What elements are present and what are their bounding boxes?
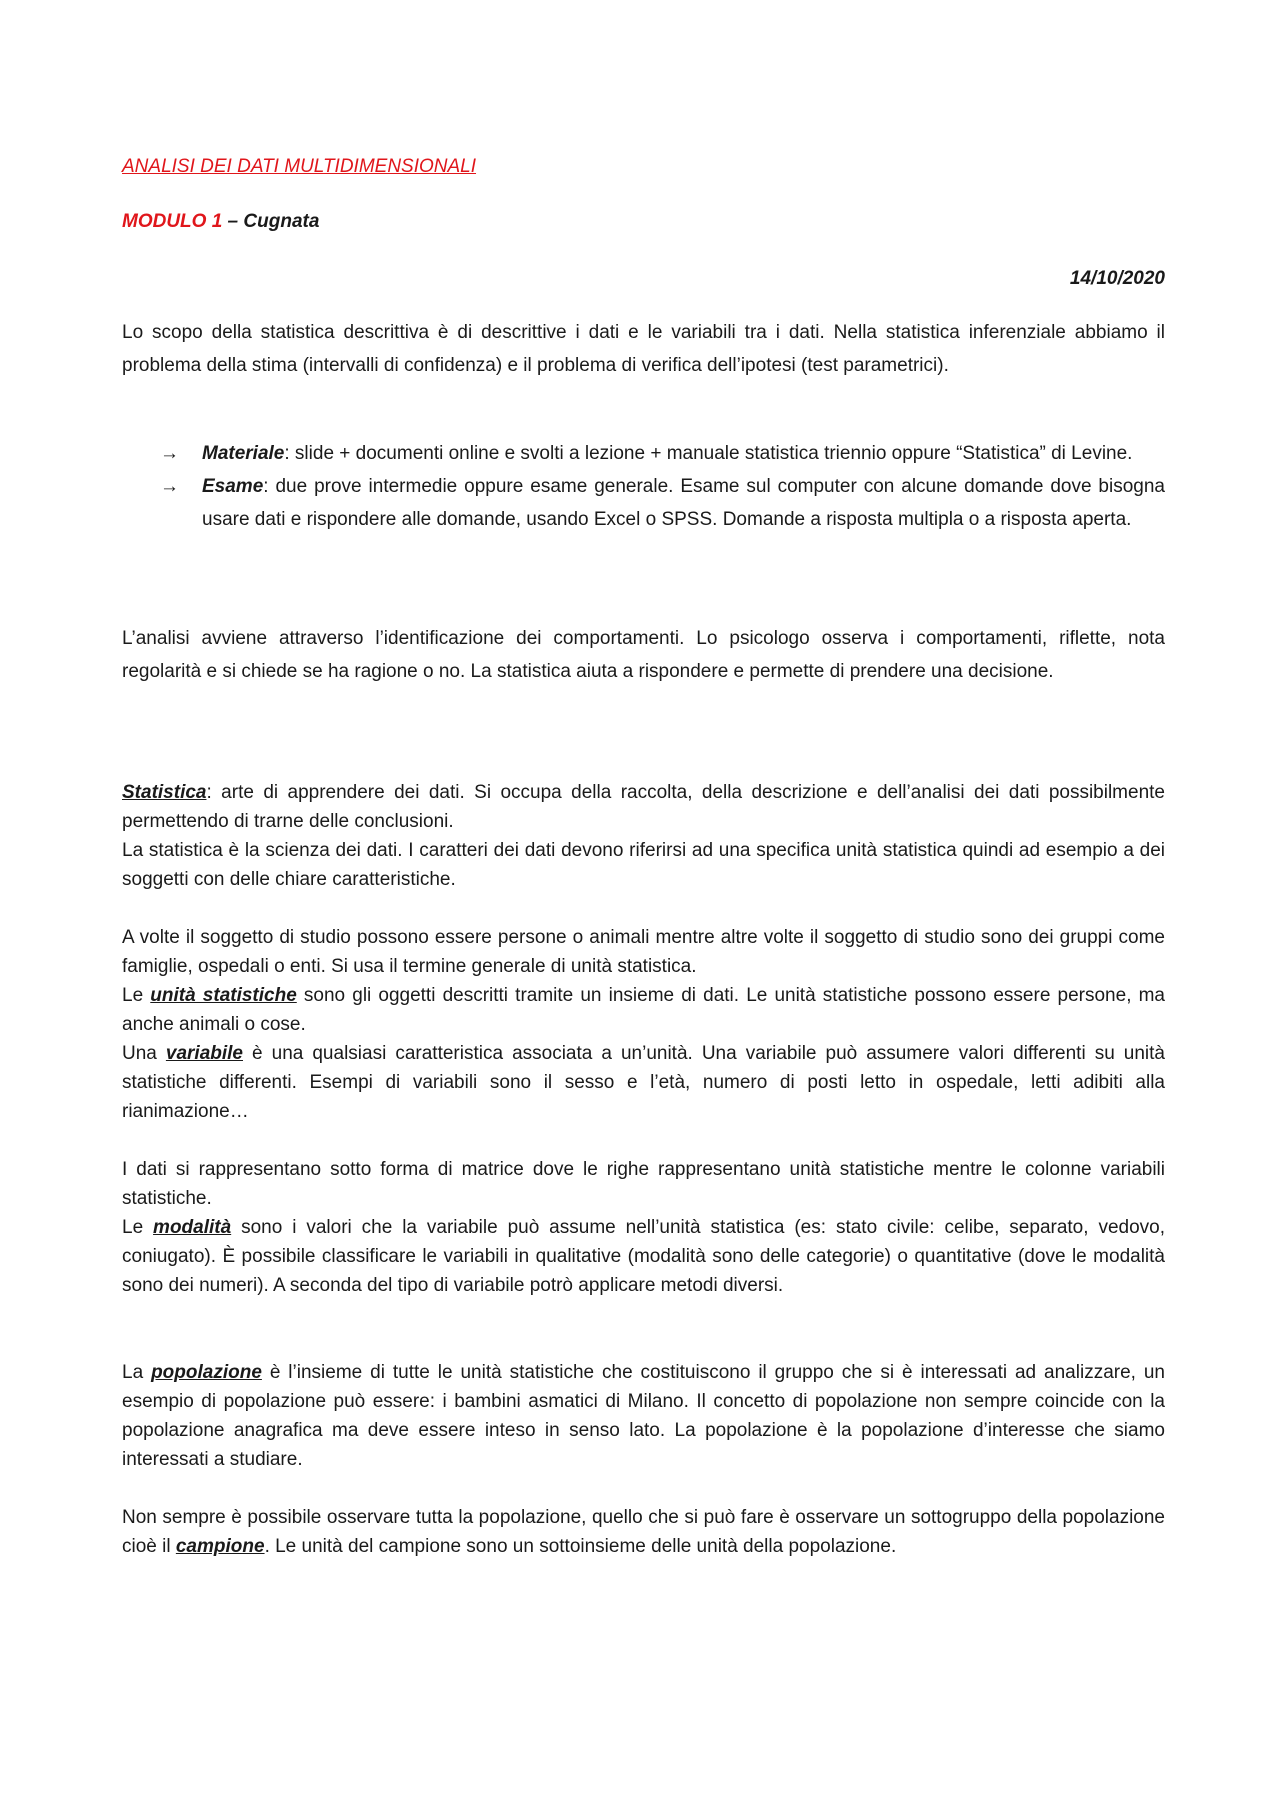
unita-post: sono gli oggetti descritti tramite un insieme di dati. Le unità statistiche possono essere persone, ma anche animali o cose. <box>122 985 1165 1035</box>
statistica-paragraph-2: La statistica è la scienza dei dati. I caratteri dei dati devono riferirsi ad una specifica unità statistica quindi ad esempio a dei soggetti con delle chiare caratteristiche. <box>122 840 1165 890</box>
variabile-post: è una qualsiasi caratteristica associata a un’unità. Una variabile può assumere valori differenti su unità statistiche differenti. Esempi di variabili sono il sesso e l’età, numero di posti letto in ospedale, letti adibiti alla rianimazione… <box>122 1043 1165 1122</box>
modalita-paragraph <box>122 1213 1165 1300</box>
variabile-pre: Una <box>122 1043 166 1064</box>
campione-paragraph <box>122 1503 1165 1561</box>
popolazione-term: popolazione <box>151 1362 262 1383</box>
popolazione-pre: La <box>122 1362 152 1383</box>
unita-pre: Le <box>122 985 151 1006</box>
module-heading <box>122 211 319 233</box>
statistica-term: Statistica <box>122 782 207 803</box>
unita-paragraph <box>122 981 1165 1039</box>
soggetto-paragraph: A volte il soggetto di studio possono essere persone o animali mentre altre volte il soggetto di studio sono dei gruppi come famiglie, ospedali o enti. Si usa il termine generale di unità statistica. <box>122 927 1165 977</box>
info-list <box>160 437 1165 536</box>
document-date: 14/10/2020 <box>1069 268 1165 289</box>
statistica-text: : arte di apprendere dei dati. Si occupa della raccolta, della descrizione e dell’analisi dei dati possibilmente permettendo di trarne delle conclusioni. <box>122 782 1165 832</box>
module-dash: – <box>222 211 244 232</box>
list-item-text: : slide + documenti online e svolti a lezione + manuale statistica triennio oppure “Statistica” di Levine. <box>284 443 1133 464</box>
campione-post: . Le unità del campione sono un sottoinsieme delle unità della popolazione. <box>264 1536 897 1557</box>
list-item-term: Esame <box>202 476 264 497</box>
list-item-term: Materiale <box>202 443 285 464</box>
arrow-icon: → <box>160 476 179 497</box>
popolazione-paragraph <box>122 1358 1165 1474</box>
modalita-pre: Le <box>122 1217 154 1238</box>
module-author: Cugnata <box>243 211 320 232</box>
popolazione-post: è l’insieme di tutte le unità statistiche che costituiscono il gruppo che si è interessati ad analizzare, un esempio di popolazione può essere: i bambini asmatici di Milano. Il concetto di popolazione non sempre coincide con la popolazione anagrafica ma deve essere inteso in senso lato. La popolazione è la popolazione d’interesse che siamo interessati a studiare. <box>122 1362 1165 1470</box>
variabile-paragraph <box>122 1039 1165 1126</box>
variabile-term: variabile <box>165 1043 243 1064</box>
campione-term: campione <box>175 1536 265 1557</box>
modalita-post: sono i valori che la variabile può assume nell’unità statistica (es: stato civile: celibe, separato, vedovo, coniugato). È possibile classificare le variabili in qualitative (modalità sono delle categorie) o quantitative (dove le modalità sono dei numeri). A seconda del tipo di variabile potrò applicare metodi diversi. <box>122 1217 1165 1296</box>
analisi-paragraph: L’analisi avviene attraverso l’identificazione dei comportamenti. Lo psicologo osserva i comportamenti, riflette, nota regolarità e si chiede se ha ragione o no. La statistica aiuta a rispondere e permette di prendere una decisione. <box>122 628 1165 682</box>
module-label: MODULO 1 <box>122 211 223 232</box>
matrice-paragraph: I dati si rappresentano sotto forma di matrice dove le righe rappresentano unità statistiche mentre le colonne variabili statistiche. <box>122 1159 1165 1209</box>
list-item-text: : due prove intermedie oppure esame generale. Esame sul computer con alcune domande dove bisogna usare dati e rispondere alle domande, usando Excel o SPSS. Domande a risposta multipla o a risposta aperta. <box>202 476 1165 530</box>
modalita-term: modalità <box>153 1217 232 1238</box>
intro-paragraph: Lo scopo della statistica descrittiva è di descrittive i dati e le variabili tra i dati. Nella statistica inferenziale abbiamo il problema della stima (intervalli di confidenza) e il problema di verifica dell’ipotesi (test parametrici). <box>122 322 1165 376</box>
list-item-esame <box>160 470 1165 536</box>
statistica-paragraph <box>122 778 1165 836</box>
list-item-materiale <box>160 437 1165 470</box>
document-title: ANALISI DEI DATI MULTIDIMENSIONALI <box>122 156 477 177</box>
arrow-icon: → <box>160 443 179 464</box>
unita-term: unità statistiche <box>150 985 297 1006</box>
campione-pre: Non sempre è possibile osservare tutta la popolazione, quello che si può fare è osservare un sottogruppo della popolazione cioè il <box>122 1507 1165 1557</box>
